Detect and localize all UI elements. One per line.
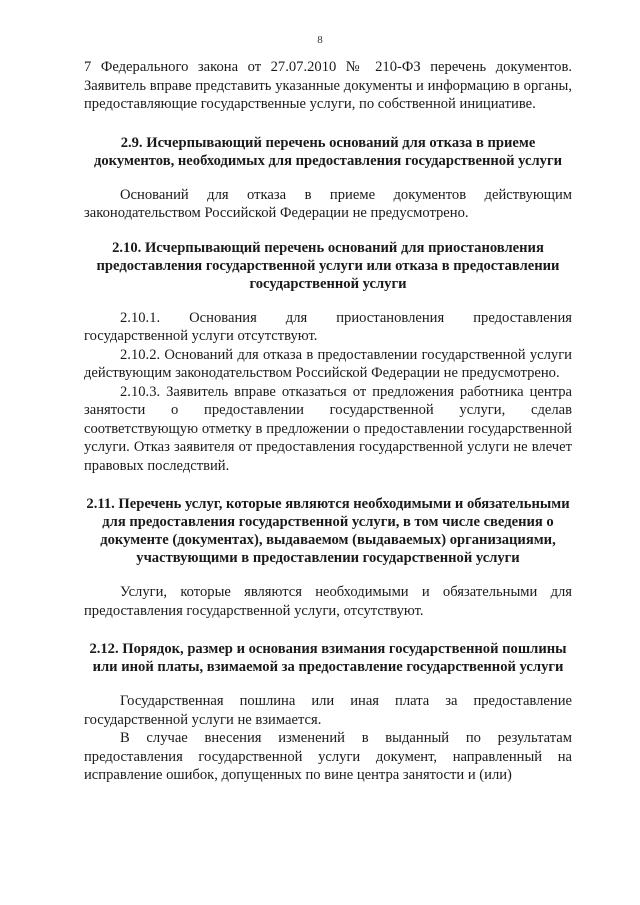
page-number: 8 [317,34,323,46]
section-2-9-heading: 2.9. Исчерпывающий перечень оснований для отказа в приеме документов, необходимых для предоставления государственной услуги [94,134,562,169]
section-2-12-paragraph-1: Государственная пошлина или иная плата за предоставление государственной услуги не взимается. [84,693,572,728]
section-2-10-2-paragraph: 2.10.2. Оснований для отказа в предоставлении государственной услуги действующим законодательством Российской Федерации не предусмотрено. [84,346,572,381]
section-2-11 [84,495,572,620]
section-2-10-3-paragraph: 2.10.3. Заявитель вправе отказаться от предложения работника центра занятости о предоставлении государственной услуги, сделав соответствующую отметку в предложении о предоставлении государственной услуги. Отказ заявителя от предоставления государственной услуги не влечет правовых последствий. [84,383,572,474]
section-2-12-heading: 2.12. Порядок, размер и основания взимания государственной пошлины или иной платы, взимаемой за предоставление государственной услуги [89,641,567,675]
section-2-11-paragraph: Услуги, которые являются необходимыми и обязательными для предоставления государственной услуги, отсутствуют. [84,584,572,619]
section-2-11-heading: 2.11. Перечень услуг, которые являются необходимыми и обязательными для предоставления государственной услуги, в том числе сведения о документе (документах), выдаваемом (выдаваемых) организациями, участвующими в предоставлении государственной услуги [86,496,570,566]
section-2-10 [84,239,572,476]
section-2-9-paragraph: Оснований для отказа в приеме документов действующим законодательством Российской Федерации не предусмотрено. [84,186,572,221]
section-2-10-1-paragraph: 2.10.1. Основания для приостановления предоставления государственной услуги отсутствуют. [84,309,572,344]
section-2-10-heading: 2.10. Исчерпывающий перечень оснований для приостановления предоставления государственной услуги или отказа в предоставлении государственной услуги [96,239,560,292]
section-2-9 [84,134,572,223]
section-2-12 [84,640,572,785]
section-2-12-paragraph-2: В случае внесения изменений в выданный по результатам предоставления государственной услуги документ, направленный на исправление ошибок, допущенных по вине центра занятости и (или) [84,730,572,783]
document-body [84,58,572,785]
intro-paragraph: 7 Федерального закона от 27.07.2010 № 210-ФЗ перечень документов. Заявитель вправе представить указанные документы и информацию в органы, предоставляющие государственные услуги, по собственной инициативе. [84,59,572,112]
